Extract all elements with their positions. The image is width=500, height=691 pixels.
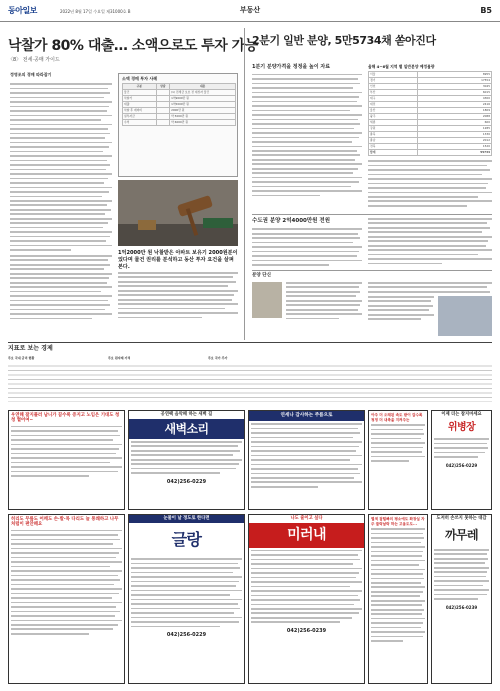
main-subtitle: 〈8〉 전세·공매 가이드: [8, 57, 60, 63]
right-subhead-2: 수도권 분양 2억4000만원 전원: [252, 218, 331, 224]
article-column-3: [10, 255, 112, 322]
ad-geullang[interactable]: 눈물이 날 정도로 한다면 글랑 042)256-0229: [128, 514, 245, 684]
photo-caption: 1억2000만 원 낙찰받은 아파트 보유기 2000원분이었다며 물건 권리를 분석하고 동산 투자 요건을 살펴본다.: [118, 250, 238, 271]
brief-photo-2: [438, 296, 492, 336]
news-brief-title: 분양 단신: [252, 273, 271, 278]
rates-title: 지표로 보는 경제: [8, 345, 53, 352]
issue-line: 2022년 8월 17일 수요일 제31000호 B: [60, 9, 131, 14]
section-title: 부동산: [239, 6, 261, 14]
info-table: 구분 상담 내용 물건 (1) 전세금 보호 전 대상자 물건 낙찰가 1억9000만 원 대출 1억5000만 원 낙찰 후 예비비 2000만 원 실투자금 약 5000만 원 수익 약 6000만 원: [122, 83, 236, 126]
ad-title: 글랑: [171, 529, 202, 549]
page-number: B5: [480, 6, 492, 15]
ad-saebyeoksori[interactable]: 공연팩 음악패 하는 새벽 길 새벽소리 042)256-0229: [128, 410, 245, 510]
ad-text-b[interactable]: 연세나 감사하는 주름으로: [248, 410, 365, 510]
supply-table: 서울 8955 경기 17554 인천 3045 부산 6015 대구 4300 대전 2416 울산 1809 광주 2088 세종 600 강원 1285 충북 1330 충남 2012 전북 1520 합계 55734: [370, 71, 490, 154]
newspaper-logo: 동아일보: [8, 6, 37, 15]
ad-wibyeongjang[interactable]: 이제 더는 참지마세요 위병장 042)256-0229: [431, 410, 492, 510]
ad-kkamure[interactable]: 도저히 손쓰지 못하는 대감 까무레 042)256-0239: [431, 514, 492, 684]
supply-table-box: [368, 64, 492, 209]
gavel-photo: [118, 180, 238, 246]
right-subhead-1: 1분기 분양가격을 정정을 높이 자료: [252, 64, 331, 70]
page-header: [0, 0, 500, 22]
ad-title: 위병장: [447, 421, 476, 433]
info-box-title: 소액 경매 투자 사례: [122, 76, 158, 81]
byline: 정영조의 경매 따라잡기: [10, 72, 52, 77]
brief-photo-1: [252, 282, 282, 318]
article-column-2: [118, 272, 238, 321]
ad-mireonae[interactable]: 나도 줄이고 싶다 미러내 042)256-0239: [248, 514, 365, 684]
text-lines-1: [10, 83, 112, 251]
right-article-b: [252, 218, 362, 269]
ad-text-e[interactable]: 별색 잡털빠의 평소에도 화장실 자주 들락날락 하는 고움도도...: [368, 514, 428, 684]
main-headline: 낙찰가 80% 대출… 소액으로도 투자 가능: [8, 38, 258, 54]
ad-text-d[interactable]: 히리도 무릎도 어깨도 손·발·목 다리도 늘 통쾌하고 나무 처럼이 편안해요: [8, 514, 125, 684]
column-divider: [244, 28, 245, 340]
ad-text-a[interactable]: 우연해 잘지플러 남니가 끔수록 증지고 노임은 기대도 청청 혈어여~: [8, 410, 125, 510]
info-box: [118, 73, 238, 177]
right-headline: 2분기 일반 분양, 5만5734채 쏟아진다: [252, 34, 436, 47]
gavel-image-icon: [118, 180, 238, 246]
article-column-1: [10, 72, 112, 254]
ad-text-c[interactable]: 아주 더 오래된 속도 받이 갈수록 청정 더 내측을 지켜주는: [368, 410, 428, 510]
ad-title: 새벽소리: [129, 419, 244, 439]
right-article-a: [252, 64, 362, 199]
rates-tables: 주요 국내 금리 현황 주요 원자재 가격 주요 국가 주가: [8, 356, 492, 406]
ad-title: 미러내: [249, 523, 364, 548]
ad-title: 까무레: [445, 527, 478, 542]
supply-table-title: 올해 4~6월 지역 별 일반분양 예정물량: [368, 64, 435, 69]
